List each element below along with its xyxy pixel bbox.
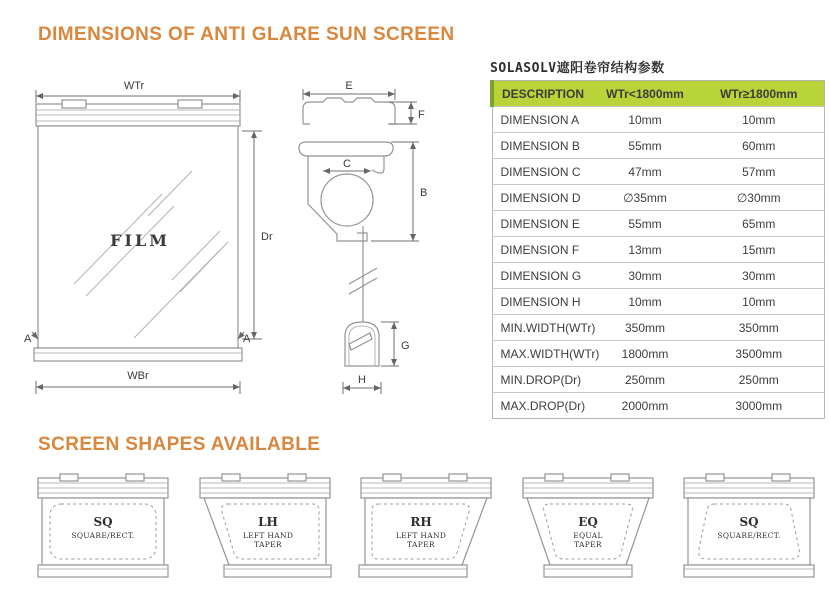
shapes-section-title: SCREEN SHAPES AVAILABLE [38,434,321,455]
housing-profile [299,142,393,241]
row-label: MIN.DROP(Dr) [492,367,596,393]
row-value: 30mm [694,263,824,289]
front-view-drop-label: Dr [261,231,273,243]
table-row [492,289,824,315]
dim-b-label: B [420,187,428,199]
row-label: DIMENSION A [492,107,596,133]
row-label: DIMENSION B [492,133,596,159]
row-value: 13mm [596,237,694,263]
bottom-bar [34,348,242,361]
page-title: DIMENSIONS OF ANTI GLARE SUN SCREEN [38,24,455,45]
row-value: 65mm [694,211,824,237]
row-value: 250mm [596,367,694,393]
table-row [492,185,824,211]
row-label: MIN.WIDTH(WTr) [492,315,596,341]
row-label: DIMENSION F [492,237,596,263]
dim-f-label: F [418,109,425,121]
front-view-diagram [22,76,277,401]
bracket-icon [706,474,724,481]
shape-thumbnail-equal-taper [515,468,661,586]
row-label: DIMENSION E [492,211,596,237]
shape-name-line2: TAPER [573,540,602,549]
table-row [492,341,824,367]
row-value: 55mm [596,133,694,159]
shape-thumbnail-right-taper [353,468,499,586]
row-value: 10mm [694,107,824,133]
row-value: 3000mm [694,393,824,419]
front-view-width-bottom-label: WBr [127,370,149,382]
header-description: DESCRIPTION [492,81,596,107]
shape-name-line2: TAPER [253,540,282,549]
row-value: 60mm [694,133,824,159]
shape-code: SQ [93,515,113,529]
table-row [492,211,824,237]
table-row [492,159,824,185]
shape-code: EQ [577,515,598,529]
head-rail [36,100,240,126]
row-label: DIMENSION D [492,185,596,211]
dim-e-label: E [345,80,353,92]
table-row [492,315,824,341]
roller-tube [321,174,373,226]
shape-name-line1: SQUARE/RECT. [717,531,781,540]
shape-thumbnail-square [30,468,176,586]
table-title: SOLASOLV遮阳卷帘结构参数 [490,61,665,76]
row-label: MAX.WIDTH(WTr) [492,341,596,367]
table-row [492,237,824,263]
table-row [492,107,824,133]
row-value: 57mm [694,159,824,185]
shape-code: RH [410,515,432,529]
row-value: 3500mm [694,341,824,367]
row-label: DIMENSION G [492,263,596,289]
row-value: 30mm [596,263,694,289]
header-wide-width: WTr≥1800mm [694,81,824,107]
mounting-bracket-left [62,100,86,108]
bracket-icon [545,474,563,481]
row-value: 10mm [596,107,694,133]
shape-name-line1: LEFT HAND [395,531,447,540]
dim-c-label: C [343,158,351,170]
shape-name-line1: SQUARE/RECT. [71,531,135,540]
shape-code: LH [257,515,278,529]
dimensions-table-section [490,57,822,419]
film-label: FILM [110,231,170,250]
shapes-row [30,468,822,586]
section-marker-right: A [243,333,251,345]
shape-name-line1: EQUAL [572,531,603,540]
row-value: ∅30mm [694,185,824,211]
table-row [492,393,824,419]
section-marker-left: A [24,333,32,345]
row-label: DIMENSION H [492,289,596,315]
shape-name-line1: LEFT HAND [242,531,293,540]
row-value: 10mm [694,289,824,315]
mounting-bracket-right [178,100,202,108]
bracket-icon [772,474,790,481]
dim-g-ticks [381,322,399,366]
row-value: 55mm [596,211,694,237]
row-value: 2000mm [596,393,694,419]
row-value: 10mm [596,289,694,315]
bracket-icon [383,474,401,481]
table-row [492,133,824,159]
dim-b-ticks [371,142,419,241]
row-value: 350mm [694,315,824,341]
bracket-icon [288,474,306,481]
dr-extension-ticks [242,131,262,339]
row-label: MAX.DROP(Dr) [492,393,596,419]
bottom-bar-profile [345,322,379,366]
table-header-row [492,81,824,107]
table-row [492,367,824,393]
shape-thumbnail-left-taper [192,468,338,586]
row-value: 47mm [596,159,694,185]
row-value: 350mm [596,315,694,341]
bracket-icon [222,474,240,481]
bracket-icon [449,474,467,481]
row-label: DIMENSION C [492,159,596,185]
dimensions-table [490,80,825,419]
shape-name-line2: TAPER [407,540,435,549]
shape-thumbnail-square-tapered-film [676,468,822,586]
section-arrow-left [32,332,38,339]
dim-h-label: H [358,374,366,386]
row-value: 15mm [694,237,824,263]
shape-code: SQ [739,515,759,529]
bracket-icon [60,474,78,481]
bracket-icon [126,474,144,481]
bracket-icon [611,474,629,481]
row-value: 1800mm [596,341,694,367]
cap-profile [303,98,395,124]
dim-f-ticks [389,102,417,124]
table-row [492,263,824,289]
front-view-width-top-label: WTr [123,80,145,92]
profile-section-diagram [283,76,483,401]
header-narrow-width: WTr<1800mm [596,81,694,107]
row-value: ∅35mm [596,185,694,211]
dim-g-label: G [401,340,410,352]
row-value: 250mm [694,367,824,393]
